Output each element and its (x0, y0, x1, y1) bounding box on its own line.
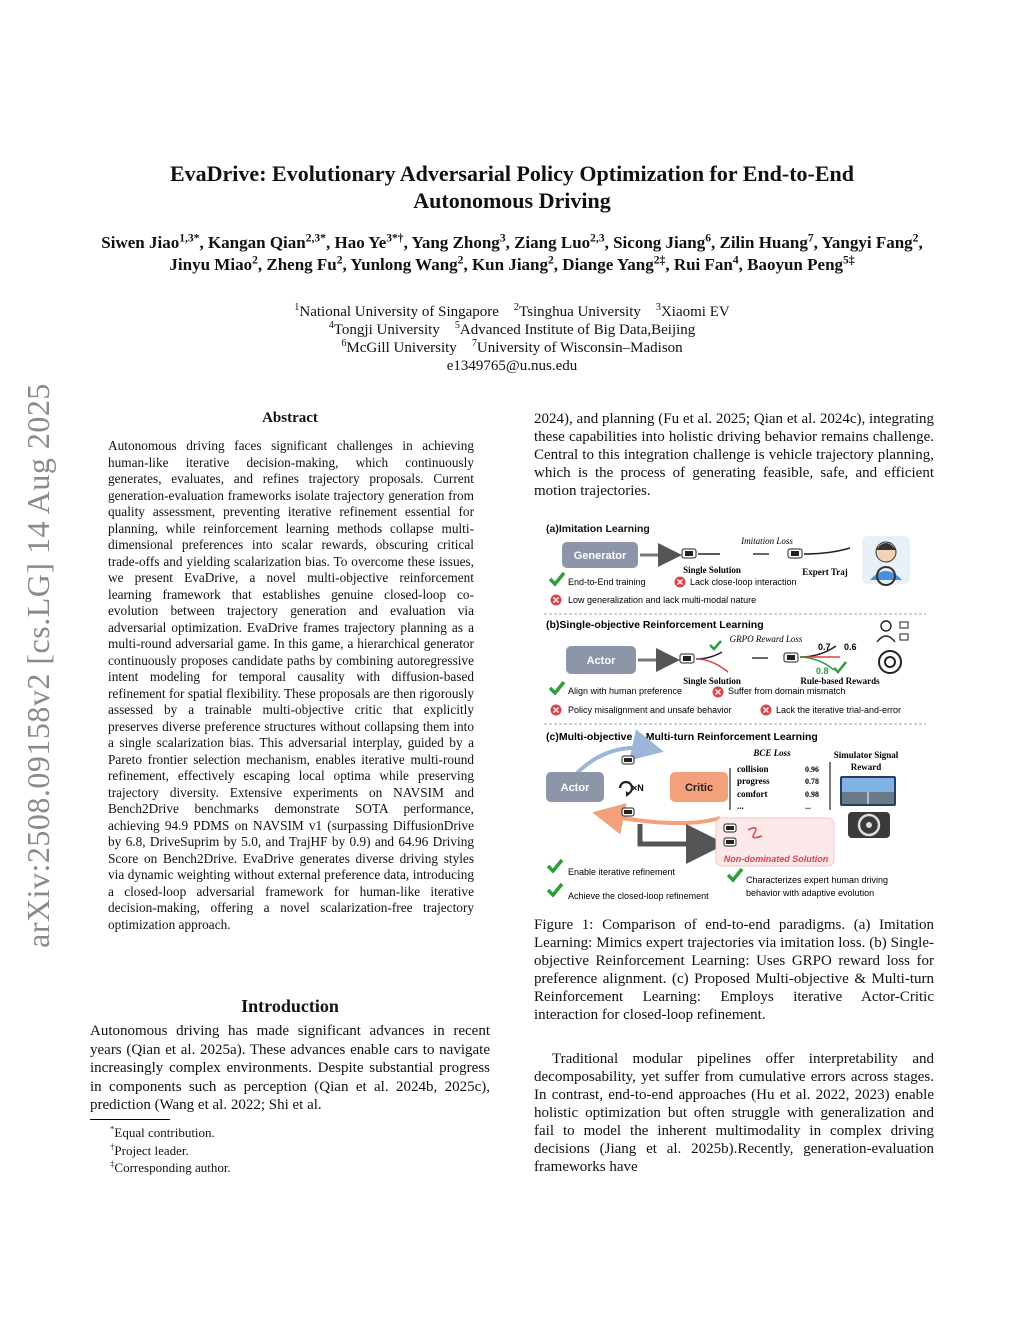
author: Yang Zhong$^3$ (411, 231, 506, 252)
con-item: Lack the iterative trial-and-error (776, 705, 902, 715)
affiliation-line: $^4$Tongji University $^5$Advanced Institute of Big Data,Beijing (328, 320, 696, 338)
pro-item: Enable iterative refinement (568, 867, 676, 877)
email: e1349765@u.nus.edu (446, 358, 578, 374)
author: Zheng Fu$^2$ (266, 253, 343, 274)
author: Diange Yang$^{2\ddagger}$ (562, 253, 666, 274)
introduction-heading: Introduction (241, 996, 339, 1016)
criterion: collision (737, 764, 769, 774)
imitation-loss-label: Imitation Loss (741, 536, 793, 546)
cross-icon (713, 687, 724, 698)
panel-a (546, 523, 910, 606)
criterion-score: 0.78 (805, 777, 819, 786)
single-solution-label: Single Solution (683, 565, 741, 575)
check-icon (550, 682, 564, 693)
author: Jinyu Miao$^2$ (169, 253, 258, 274)
panel-c-title: (c)Multi-objective & Multi-turn Reinforcement Learning (546, 731, 818, 743)
car-icon (724, 838, 736, 846)
actor-label: Actor (560, 782, 590, 794)
con-item: Policy misalignment and unsafe behavior (568, 705, 732, 715)
criterion: ... (737, 801, 744, 811)
reward-score: 0.6 (844, 642, 857, 652)
affiliation-line: $^1$National University of Singapore $^2$Tsinghua University $^3$Xiaomi EV (294, 302, 730, 320)
con-item: Low generalization and lack multi-modal nature (568, 595, 757, 605)
check-icon (548, 860, 562, 871)
author: Zilin Huang$^7$ (719, 231, 814, 252)
panel-b (546, 619, 908, 716)
right-column-text-bottom: Traditional modular pipelines offer interpretability and decomposability, yet suffer from cumulative errors across stages. In contrast, end-to-end approaches (Hu et al. 2022, 2023) enable holistic optimization but often struggle with generalization and fail to model the inherent multimodality in complex driving decisions (Jiang et al. 2025b).Recently, generation-evaluation frameworks have (534, 1051, 934, 1175)
affiliations (100, 303, 924, 375)
author: Rui Fan$^4$ (673, 253, 739, 274)
cross-icon (675, 577, 686, 588)
cross-icon (551, 595, 562, 606)
pro-item: Characterizes expert human driving (746, 875, 889, 885)
users-icon (877, 621, 908, 642)
ai-logo-icon (879, 651, 901, 673)
critic-label: Critic (684, 782, 714, 794)
abstract-text: Autonomous driving faces significant challenges in achieving human-like iterative decision-making, which continuously generates, evaluates, and refines trajectory proposals. Current generation-evaluation frameworks isolate trajectory generation from quality assessment, preventing iterative refinement essential for planning, while reinforcement learning methods collapse multi-dimensional preferences into scalar rewards, obscuring critical trade-offs and yielding scalarization bias. To overcome these issues, we present EvaDrive, a novel multi-objective reinforcement learning framework that establishes genuine closed-loop co-evolution between trajectory generation and evaluation via adversarial optimization. EvaDrive frames trajectory planning as a multi-round adversarial game. In this game, a hierarchical generator continuously proposes candidate paths by combining autoregressive intent modeling for temporal causality with diffusion-based refinement for spatial flexibility. These proposals are then rigorously assessed by a trainable multi-objective critic that explicitly preserves diverse preference structures without collapsing them into a single scalarization bias. This adversarial interplay, guided by a Pareto frontier selection mechanism, enables iterative multi-round refinement, effectively escaping local optima while preserving trajectory diversity. Extensive experiments on NAVSIM and Bench2Drive benchmarks demonstrate SOTA performance, achieving 94.9 PDMS on NAVSIM v1 (surpassing DiffusionDrive by 6.8, DriveSuprim by 5.0, and TrajHF by 0.9) and 64.96 Driving Score on Bench2Drive. EvaDrive generates diverse driving styles via dynamic weighting without external preference data, introducing a closed-loop adversarial framework for human-like iterative decision-making, offering a novel scalarization-free trajectory optimization approach. (108, 438, 474, 932)
author: Siwen Jiao$^{1,3*}$ (101, 231, 200, 252)
refresh-icon (620, 782, 632, 797)
footnotes (110, 1124, 231, 1177)
loop-arrow (576, 748, 656, 774)
non-dominated-label: Non-dominated Solution (723, 854, 829, 864)
expert-traj-label: Expert Traj (802, 567, 848, 577)
author: Sicong Jiang$^6$ (613, 231, 711, 252)
paper-title: EvaDrive: Evolutionary Adversarial Policy Optimization for End-to-End Autonomous Driving (169, 161, 855, 213)
simulator-label: Simulator Signal (833, 750, 899, 760)
criterion-score: 0.98 (805, 790, 819, 799)
driver-icon (862, 536, 910, 585)
loop-count: ×N (632, 783, 644, 793)
flow-arrow (640, 824, 716, 844)
panel-a-title: (a)Imitation Learning (546, 523, 650, 535)
steering-wheel-icon (848, 812, 890, 838)
simulator-screen-icon (840, 776, 896, 806)
rule-based-label: Rule-based Rewards (800, 676, 880, 686)
author-list: Siwen Jiao$^{1,3*}$, Kangan Qian$^{2,3*}$, Hao $Ye^{3*\dagger}$, Yang Zhong$^3$, Ziang Luo$^{2,3}$, Sicong Jiang$^6$, Zilin Huang$^7$, Yangyi Fang$^2$, Jinyu Miao$^2$, Zheng Fu$^2$, Yunlong Wang$^2$, Kun Jiang$^2$, Diange Yang$^{2\ddagger}$, Rui Fan$^4$, Baoyun Peng$^{5\ddagger}$ (101, 231, 923, 274)
figure-1 (540, 518, 930, 908)
author: Baoyun Peng$^{5\ddagger}$ (747, 253, 855, 274)
arxiv-stamp (14, 370, 62, 960)
reward-score: 0.8 (816, 666, 829, 676)
car-icon (682, 549, 696, 558)
car-icon (724, 824, 736, 832)
reward-score: 0.7 (818, 642, 831, 652)
pro-item: Achieve the closed-loop refinement (568, 891, 709, 901)
con-item: Lack close-loop interaction (690, 577, 797, 587)
author: Yunlong Wang$^2$ (350, 253, 464, 274)
affiliation-line: $^6$McGill University $^7$University of Wisconsin–Madison (341, 338, 683, 356)
footnote: †Project leader. (110, 1141, 189, 1158)
author: Ziang Luo$^{2,3}$ (514, 231, 605, 252)
pro-item: behavior with adaptive evolution (746, 888, 875, 898)
criterion: comfort (737, 789, 768, 799)
pro-item: Align with human preference (568, 686, 683, 696)
trajectory-line (696, 652, 722, 659)
trajectory-line (696, 659, 728, 672)
trajectory-line (804, 548, 850, 554)
abstract-heading: Abstract (262, 410, 318, 426)
author: Yangyi Fang$^2$ (821, 231, 919, 252)
pro-item: End-to-End training (568, 577, 646, 587)
car-icon (622, 808, 634, 816)
panel-c (546, 731, 899, 901)
bce-loss-label: BCE Loss (753, 748, 791, 758)
introduction-text: Autonomous driving has made significant advances in recent years (Qian et al. 2025a). These advances enable cars to navigate increasingly complex environments. Despite substantial progress in components such as perception (Qian et al. 2024b, 2025c), prediction (Wang et al. 2022; Shi et al. (90, 1023, 490, 1113)
reward-label: Reward (850, 762, 882, 772)
footnote-rule (90, 1119, 170, 1120)
loop-arrow (600, 814, 720, 823)
arxiv-id: arXiv:2508.09158v2 [cs.LG] 14 Aug 2025 (19, 382, 56, 948)
con-item: Suffer from domain mismatch (728, 686, 846, 696)
footnote: *Equal contribution. (110, 1123, 215, 1140)
panel-b-title: (b)Single-objective Reinforcement Learning (546, 619, 764, 631)
car-icon (784, 653, 798, 662)
check-icon (548, 884, 562, 895)
generator-label: Generator (573, 550, 627, 562)
check-icon (710, 641, 721, 649)
right-column-text-top: 2024), and planning (Fu et al. 2025; Qian et al. 2024c), integrating these capabilities into holistic driving behavior remains challenge. Central to this integration challenge is vehicle trajectory planning, which is the process of generating feasible, safe, and efficient motion trajectories. (534, 411, 934, 499)
cross-icon (761, 705, 772, 716)
author: Kun Jiang$^2$ (471, 253, 554, 274)
check-icon (834, 662, 846, 672)
check-icon (550, 573, 564, 584)
actor-label: Actor (586, 655, 616, 667)
grpo-loss-label: GRPO Reward Loss (729, 634, 803, 644)
single-solution-label: Single Solution (683, 676, 741, 686)
author: Hao $Ye^{3*\dagger}$ (334, 231, 404, 252)
criterion-score: ... (805, 802, 811, 811)
figure-caption: Figure 1: Comparison of end-to-end paradigms. (a) Imitation Learning: Mimics expert trajectories via imitation loss. (b) Single-objective Reinforcement Learning: Uses GRPO reward loss for preference alignment. (c) Proposed Multi-objective & Multi-turn Reinforcement Learning: Employs iterative Actor-Critic interaction for closed-loop refinement. (534, 917, 934, 1023)
footnote: ‡Corresponding author. (110, 1158, 231, 1175)
check-icon (728, 869, 742, 880)
author: Kangan Qian$^{2,3*}$ (207, 231, 326, 252)
car-icon (622, 756, 634, 764)
cross-icon (551, 705, 562, 716)
car-icon (788, 549, 802, 558)
criterion-score: 0.96 (805, 765, 819, 774)
car-icon (680, 654, 694, 663)
criterion: progress (737, 776, 770, 786)
